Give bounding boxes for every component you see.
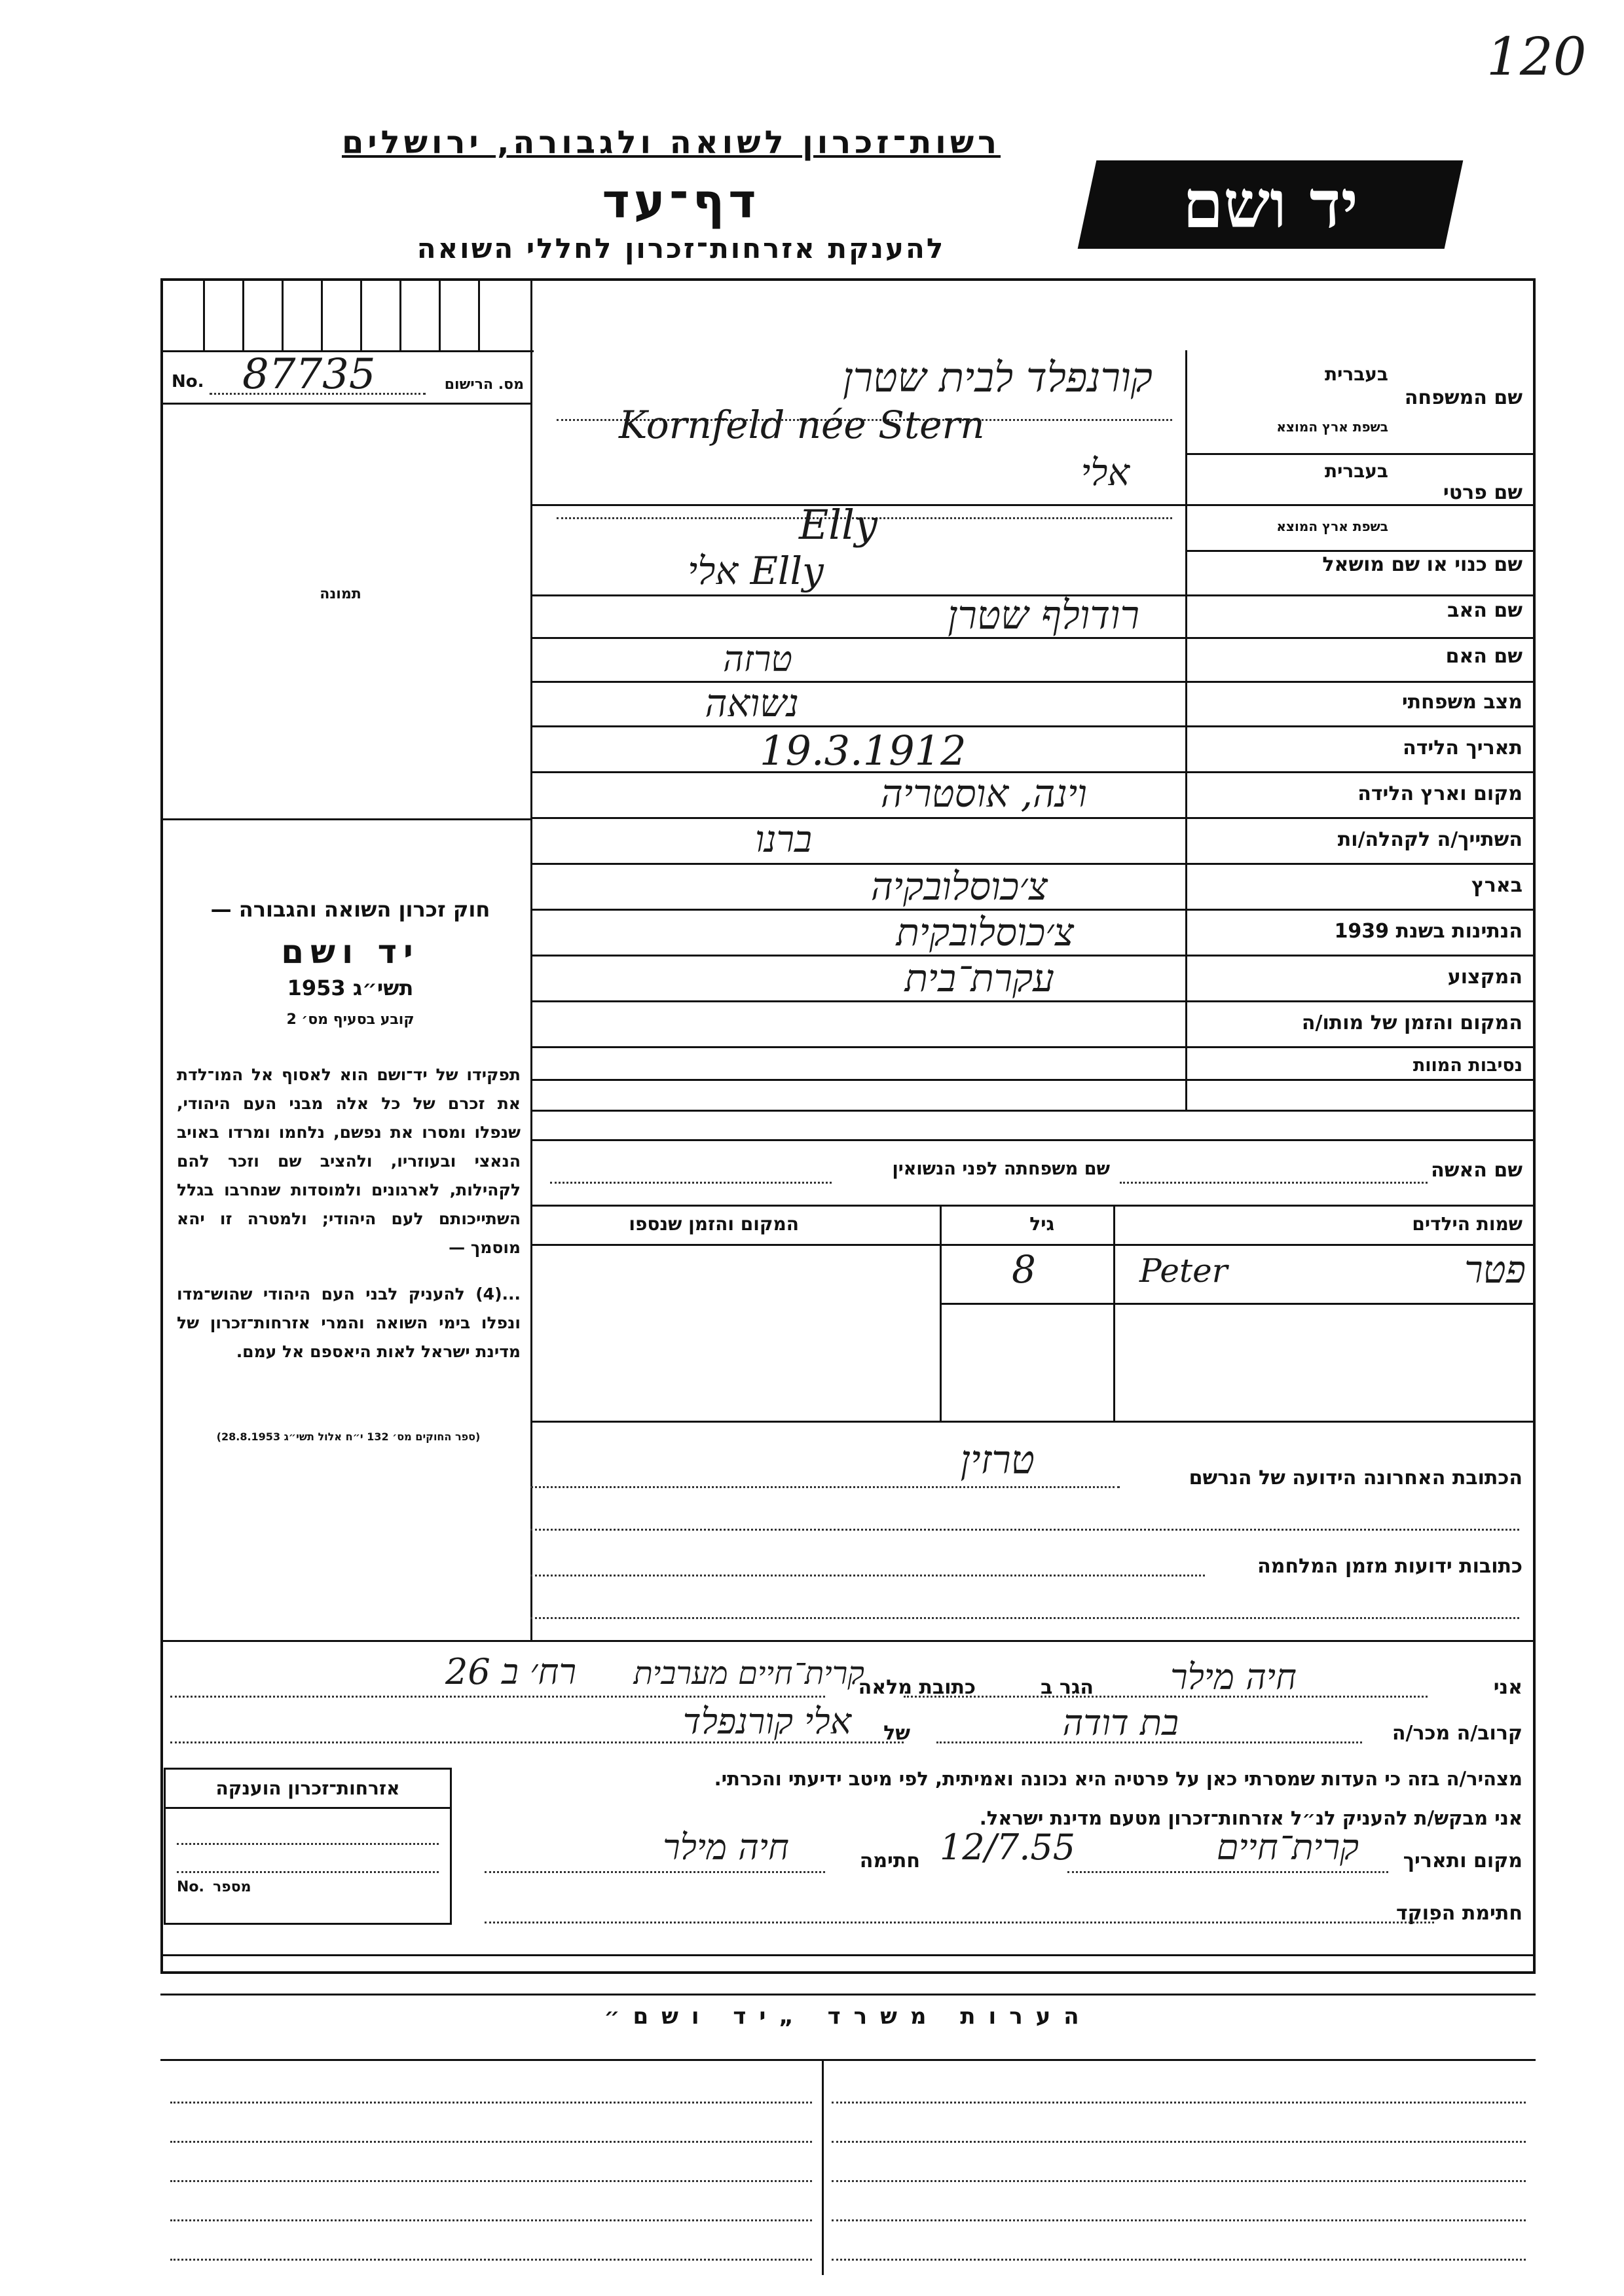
declaration-top	[160, 1640, 1536, 1642]
photo-bottom	[160, 818, 532, 820]
child-name-en: Peter	[1139, 1252, 1228, 1290]
officer-dots	[485, 1922, 1434, 1923]
row-line	[1185, 550, 1536, 552]
community-label: השתייך/ה לקהלה/ות	[1337, 828, 1522, 851]
notes-line	[170, 2180, 812, 2182]
grid-col	[321, 278, 323, 350]
row-line	[532, 817, 1536, 819]
first-name-origin: Elly	[799, 501, 877, 549]
declaration-address-label: כתובת מלאה	[858, 1676, 976, 1699]
row-line	[532, 725, 1536, 727]
notes-line	[170, 2259, 812, 2261]
children-col-divider	[1113, 1205, 1115, 1421]
citizenship-label: הנתינות בשנת 1939	[1334, 920, 1522, 943]
declaration-relative-label: קרוב/ה מכר/ה	[1392, 1722, 1522, 1745]
family-name-label: שם המשפחה	[1404, 386, 1522, 409]
law-clause: קובע בסעיף מס׳ 2	[286, 1011, 415, 1028]
capture-label: נסיבות המוות	[1412, 1055, 1522, 1076]
origin-lang-label-2: בשפת ארץ המוצא	[1276, 519, 1388, 534]
law-name: יד ושם	[281, 933, 420, 971]
photo-label: תמונה	[320, 586, 361, 602]
wife-label: שם האשה	[1431, 1159, 1522, 1182]
row-line	[532, 681, 1536, 683]
birth-date-label: תאריך הלידה	[1403, 737, 1522, 759]
authority-header: רשות־זכרון לשואה ולגבורה, ירושלים	[341, 124, 1001, 161]
hebrew-label: בעברית	[1324, 363, 1388, 385]
granted-box-title: אזרחות־זכרון הוענקה	[215, 1777, 400, 1799]
country-value: צ׳כוסלובקיה	[870, 864, 1048, 909]
law-body: תפקידו של יד־ושם הוא לאסוף אל המו־לדת את זכרם של כל אלה מבני העם היהודי, שנפלו ומסרו את נפשם, נלחמו ומרדו באויב הנאצי ובעוזריו, ולהציב שם וזכר להם לקהילות, לארגונים ולמוסדות שנחרבו בגלל השתייכותם לעם היהודי; ולמטרה זו יהא מוסמך —	[177, 1065, 521, 1257]
notes-line	[832, 2102, 1526, 2104]
profession-value: עקרת־בית	[904, 956, 1054, 1000]
row-line	[532, 1000, 1536, 1002]
officer-label: חתימת הפוקד	[1396, 1902, 1522, 1925]
declaration-ani-value: חיה מילר	[1170, 1656, 1297, 1698]
notes-line	[832, 2180, 1526, 2182]
address-dots	[170, 1696, 825, 1698]
children-names-header: שמות הילדים	[1412, 1213, 1522, 1235]
child-age: 8	[1012, 1247, 1036, 1292]
label-column-divider	[1185, 350, 1187, 1110]
grid-col	[203, 278, 205, 350]
declaration-resides-value: קרית־חיים מערבית	[633, 1655, 864, 1692]
date-value: 12/7.55	[940, 1827, 1076, 1868]
left-column-divider	[530, 278, 532, 1640]
notes-line	[170, 2102, 812, 2104]
row-line	[1185, 453, 1536, 455]
law-clause-4: ...(4) להעניק לבני העם היהודי שהוש־מדו ונפלו בימי השואה והמרי אזרחות־זכרון של מדינת ישראל לאות היאספם אל עמם.	[177, 1285, 521, 1361]
notes-line	[170, 2141, 812, 2143]
last-address-value: טרזין	[960, 1437, 1035, 1483]
notes-header-line	[160, 2059, 1536, 2061]
document-subtitle: להענקת אזרחות־זכרון לחללי השואה	[416, 232, 946, 264]
family-name-he: קורנפלד לבית שטרן	[842, 354, 1153, 401]
children-header-line	[532, 1244, 1536, 1246]
declaration-of-value: אלי קורנפלד	[682, 1701, 851, 1742]
law-title: חוק זכרון השואה והגבורה —	[210, 897, 490, 922]
place-value: קרית־חיים	[1216, 1827, 1359, 1868]
child-name-he: פטר	[1464, 1247, 1526, 1292]
grid-col	[282, 278, 284, 350]
granted-dots	[177, 1843, 439, 1845]
declaration-relative-value: בת דודה	[1062, 1702, 1179, 1743]
declaration-address-value: רח׳ ב 26	[445, 1651, 576, 1692]
nickname-label: שם כנוי או שם מושאל	[1322, 553, 1522, 576]
last-address-dots-2	[530, 1529, 1519, 1531]
first-name-label: שם פרטי	[1443, 481, 1522, 504]
office-notes-title: הערות משרד „יד ושם״	[604, 2003, 1092, 2030]
row-line	[532, 1110, 1536, 1112]
signature-dots	[485, 1871, 825, 1873]
grid-col	[478, 278, 480, 350]
grid-col	[439, 278, 441, 350]
declaration-request: אני מבקש/ת להעניק לנ״ל אזרחות־זכרון מטעם מדינת ישראל.	[979, 1807, 1522, 1829]
logo-text: יד ושם	[1183, 166, 1358, 243]
children-place-header: המקום והזמן שנספו	[629, 1213, 799, 1235]
grid-col	[360, 278, 362, 350]
spouse-bottom	[532, 1205, 1536, 1207]
mother-value: טרזה	[723, 638, 792, 680]
place-date-label: מקום ותאריך	[1403, 1850, 1522, 1872]
place-dots	[1067, 1871, 1388, 1873]
death-label: המקום והזמן של מותו/ה	[1301, 1011, 1522, 1034]
signature-label: חתימה	[859, 1850, 920, 1872]
law-footnote: (ספר החוקים מס׳ 132 י״ח אלול תשי״ג 28.8.1953)	[216, 1430, 481, 1443]
notes-top-2	[160, 1994, 1536, 1995]
row-line	[532, 1079, 1536, 1081]
war-address-dots	[530, 1575, 1205, 1576]
grid-col	[399, 278, 401, 350]
first-name-he: אלי	[1080, 452, 1130, 494]
granted-no-en: No.	[177, 1879, 204, 1895]
page-number: 120	[1486, 26, 1587, 87]
granted-dots	[177, 1871, 439, 1873]
family-name-origin: Kornfeld née Stern	[619, 403, 985, 447]
hebrew-label-2: בעברית	[1324, 460, 1388, 482]
grid-col	[242, 278, 244, 350]
registration-bottom	[160, 403, 532, 405]
notes-line	[832, 2141, 1526, 2143]
war-address-dots-2	[530, 1617, 1519, 1619]
marital-value: נשואה	[705, 681, 799, 725]
declaration-resides-label: הגר ב	[1041, 1676, 1094, 1699]
notes-line	[832, 2219, 1526, 2221]
maiden-dots	[550, 1182, 832, 1184]
signature-value: חיה מילר	[663, 1827, 789, 1868]
children-col-divider	[940, 1205, 942, 1421]
war-address-label: כתובות ידועות מזמן המלחמה	[1257, 1555, 1522, 1578]
children-age-header: גיל	[1029, 1213, 1054, 1235]
last-address-dots	[530, 1486, 1120, 1488]
marital-label: מצב משפחתי	[1401, 691, 1522, 714]
notes-line	[170, 2219, 812, 2221]
granted-no-he: מספר	[213, 1879, 251, 1895]
birth-date-value: 19.3.1912	[760, 727, 967, 774]
maiden-label: שם משפחתה לפני הנשואין	[892, 1159, 1110, 1179]
wife-dots	[1120, 1182, 1428, 1184]
row-line	[532, 1046, 1536, 1048]
country-label: בארץ	[1471, 874, 1522, 897]
notes-divider	[822, 2059, 824, 2275]
nickname-value: אלי Elly	[688, 549, 824, 593]
declaration-statement: מצהיר/ה בזה כי העדות שמסרתי כאן על פרטיה היא נכונה ואמיתית, לפי מיטב ידיעתי והכרתי.	[714, 1768, 1522, 1790]
declaration-ani-label: אני	[1493, 1676, 1522, 1699]
document-title: דף־עד	[602, 173, 760, 228]
birth-place-label: מקום וארץ הלידה	[1357, 782, 1522, 805]
registration-number: 87735	[242, 350, 376, 399]
law-year: תשי״ג 1953	[287, 975, 414, 1000]
children-row-line	[940, 1303, 1536, 1305]
ani-dots	[904, 1696, 1428, 1698]
profession-label: המקצוע	[1447, 966, 1522, 989]
registration-label-he: מס. הרישום	[444, 376, 524, 393]
notes-line	[832, 2259, 1526, 2261]
mother-label: שם האם	[1445, 645, 1522, 668]
row-line	[532, 504, 1536, 506]
citizenship-value: צ׳כוסלובקית	[896, 910, 1074, 955]
declaration-of-label: של	[883, 1722, 910, 1745]
father-label: שם האב	[1447, 599, 1522, 622]
birth-place-value: וינה, אוסטריה	[880, 771, 1087, 816]
last-address-label: הכתובת האחרונה הידועה של הנרשם	[1189, 1467, 1522, 1489]
notes-top	[160, 1954, 1536, 1956]
father-value: רודולף שטרן	[948, 592, 1139, 638]
registration-no-en: No.	[172, 372, 204, 392]
community-value: ברנו	[754, 818, 812, 861]
spouse-top	[532, 1139, 1536, 1141]
granted-box-line	[164, 1807, 452, 1809]
children-bottom	[532, 1421, 1536, 1423]
origin-lang-label: בשפת ארץ המוצא	[1276, 419, 1388, 435]
